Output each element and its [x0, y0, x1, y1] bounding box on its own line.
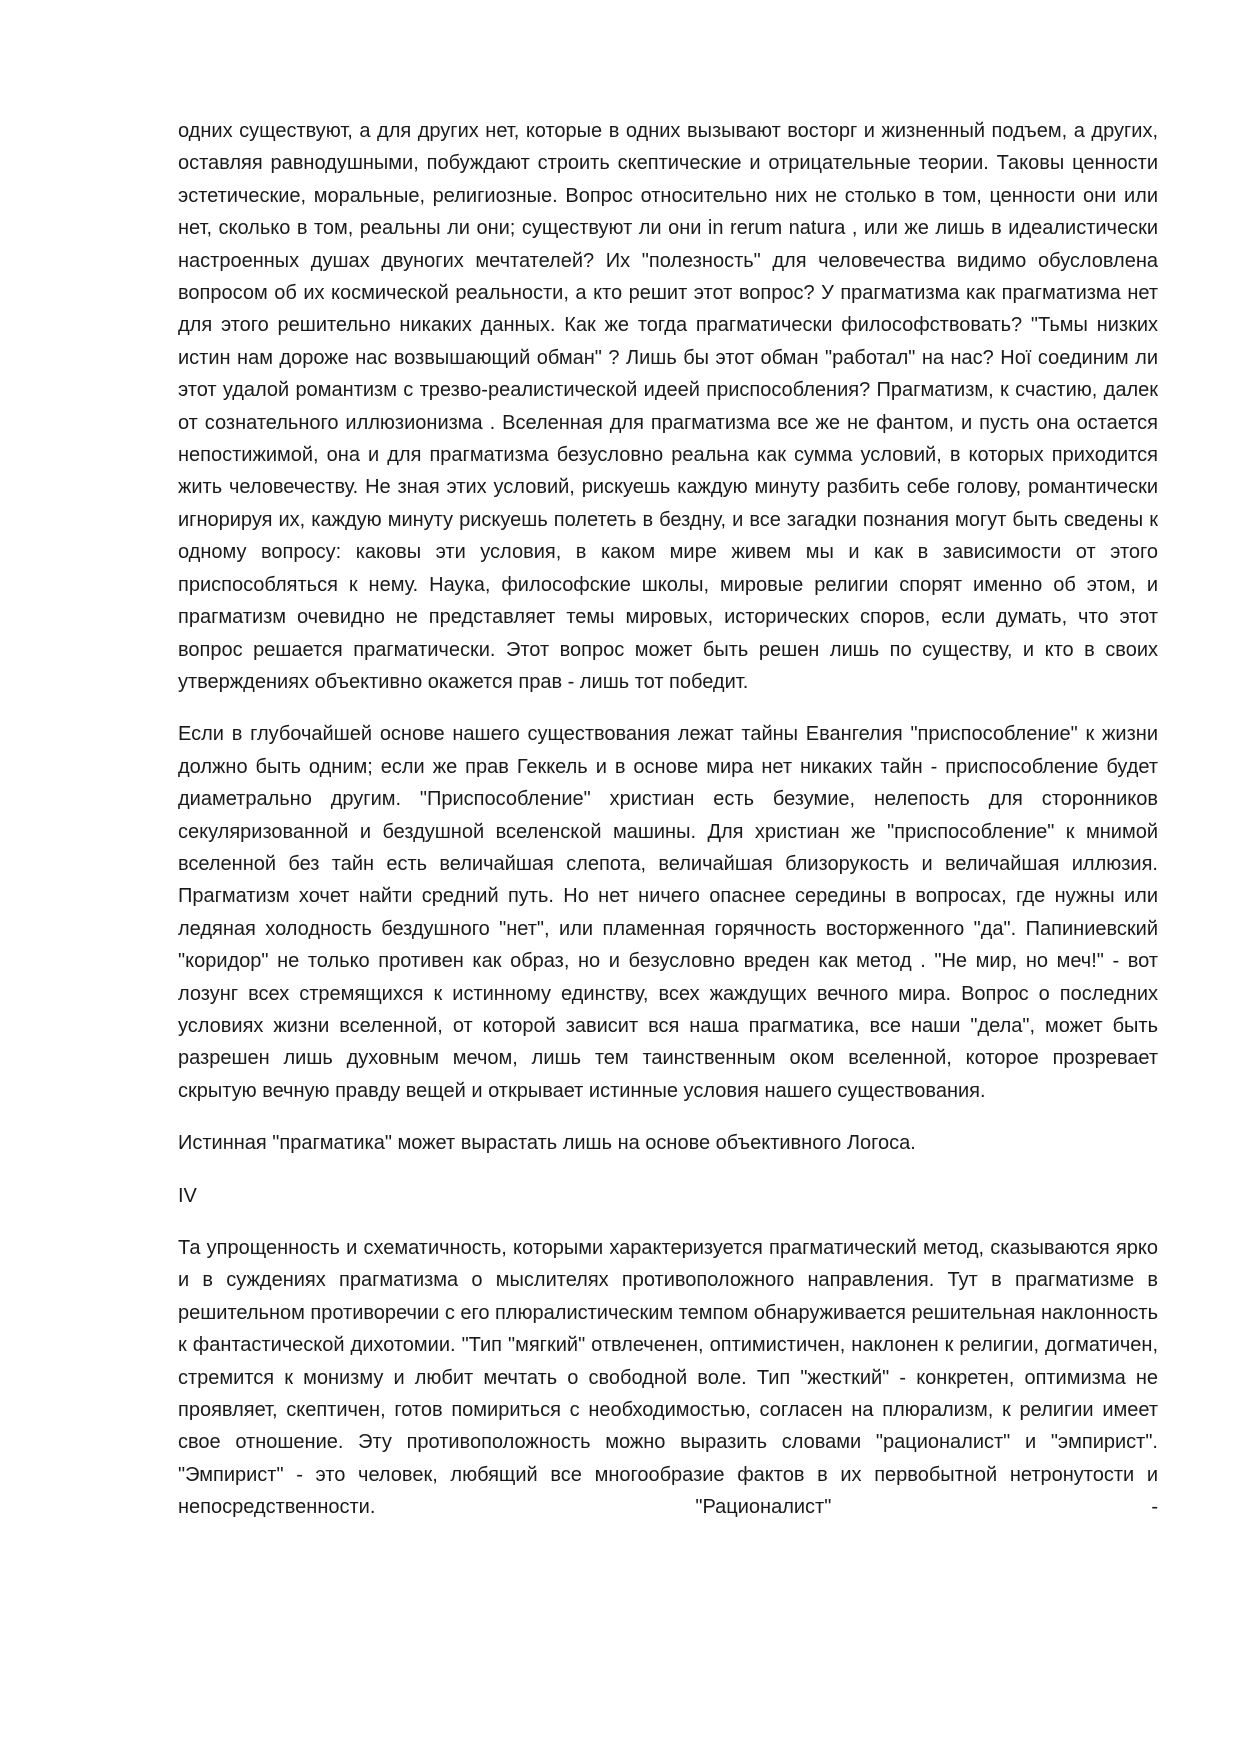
paragraph-4: Та упрощенность и схематичность, которыми характеризуется прагматический метод, сказываются ярко и в суждениях прагматизма о мыслителях противоположного направления. Тут в прагматизме в решительном противоречии с его плюралистическим темпом обнаруживается решительная наклонность к фантастической дихотомии. "Тип "мягкий" отвлеченен, оптимистичен, наклонен к религии, догматичен, стремится к монизму и любит мечтать о свободной воле. Тип "жесткий" - конкретен, оптимизма не проявляет, скептичен, готов помириться с необходимостью, согласен на плюрализм, к религии имеет свое отношение. Эту противоположность можно выразить словами "рационалист" и "эмпирист". "Эмпирист" - это человек, любящий все многообразие фактов в их первобытной нетронутости и непосредственности. "Рационалист" -	[178, 1237, 1158, 1519]
paragraph-2: Если в глубочайшей основе нашего существования лежат тайны Евангелия "приспособление" к жизни должно быть одним; если же прав Геккель и в основе мира нет никаких тайн - приспособление будет диаметрально другим. "Приспособление" христиан есть безумие, нелепость для сторонников секуляризованной и бездушной вселенской машины. Для христиан же "приспособление" к мнимой вселенной без тайн есть величайшая слепота, величайшая близорукость и величайшая иллюзия. Прагматизм хочет найти средний путь. Но нет ничего опаснее середины в вопросах, где нужны или ледяная холодность бездушного "нет", или пламенная горячность восторженного "да". Папиниевский "коридор" не только противен как образ, но и безусловно вреден как метод . "Не мир, но меч!" - вот лозунг всех стремящихся к истинному единству, всех жаждущих вечного мира. Вопрос о последних условиях жизни вселенной, от которой зависит вся наша прагматика, все наши "дела", может быть разрешен лишь духовным мечом, лишь тем таинственным оком вселенной, которое прозревает скрытую вечную правду вещей и открывает истинные условия нашего существования.	[178, 723, 1158, 1102]
document-page	[178, 115, 1158, 1544]
section-heading: IV	[178, 1184, 197, 1207]
paragraph-1: одних существуют, а для других нет, которые в одних вызывают восторг и жизненный подъем, а других, оставляя равнодушными, побуждают строить скептические и отрицательные теории. Таковы ценности эстетические, моральные, религиозные. Вопрос относительно них не столько в том, ценности они или нет, сколько в том, реальны ли они; существуют ли они in rerum natura , или же лишь в идеалистически настроенных душах двуногих мечтателей? Их "полезность" для человечества видимо обусловлена вопросом об их космической реальности, а кто решит этот вопрос? У прагматизма как прагматизма нет для этого решительно никаких данных. Как же тогда прагматически философствовать? "Тьмы низких истин нам дороже нас возвышающий обман" ? Лишь бы этот обман "работал" на нас? Ної соединим ли этот удалой романтизм с трезво-реалистической идеей приспособления? Прагматизм, к счастию, далек от сознательного иллюзионизма . Вселенная для прагматизма все же не фантом, и пусть она остается непостижимой, она и для прагматизма безусловно реальна как сумма условий, в которых приходится жить человечеству. Не зная этих условий, рискуешь каждую минуту разбить себе голову, романтически игнорируя их, каждую минуту рискуешь полететь в бездну, и все загадки познания могут быть сведены к одному вопросу: каковы эти условия, в каком мире живем мы и как в зависимости от этого приспособляться к нему. Наука, философские школы, мировые религии спорят именно об этом, и прагматизм очевидно не представляет темы мировых, исторических споров, если думать, что этот вопрос решается прагматически. Этот вопрос может быть решен лишь по существу, и кто в своих утверждениях объективно окажется прав - лишь тот победит.	[178, 120, 1158, 693]
paragraph-3: Истинная "прагматика" может вырастать лишь на основе объективного Логоса.	[178, 1132, 916, 1155]
